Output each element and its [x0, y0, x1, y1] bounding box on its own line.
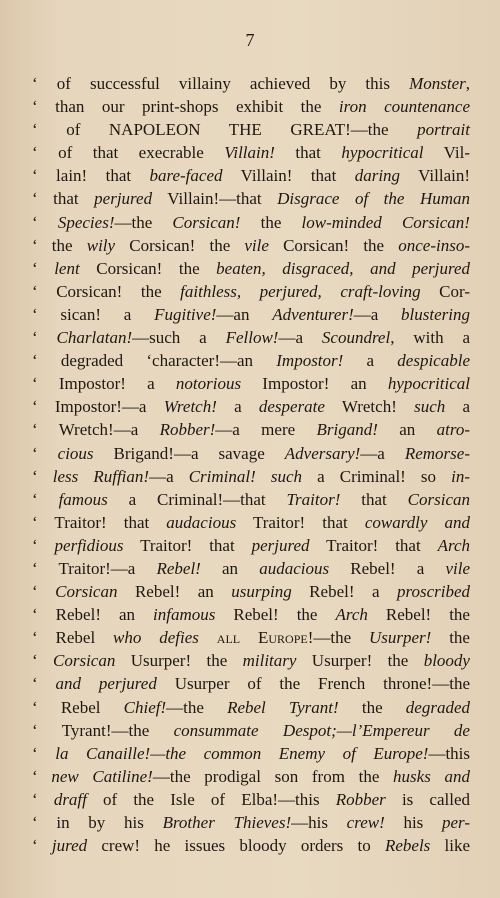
text-line: ‘ in by his Brother Thieves!—his crew! his per-	[32, 813, 470, 832]
text-line: ‘ Rebel! an infamous Rebel! the Arch Rebel! the	[32, 605, 470, 625]
text-line: ‘ of that execrable Villain! that hypocritical Vil-	[32, 143, 470, 163]
text-line: ‘ sican! a Fugitive!—an Adventurer!—a blustering	[32, 304, 470, 324]
text-line: ‘ jured crew! he issues bloody orders to Rebels like	[32, 836, 471, 856]
text-line: ‘ less Ruffian!—a Criminal! such a Criminal! so in-	[32, 466, 471, 486]
text-line: ‘ Rebel who defies all Europe!—the Usurper! the	[32, 628, 470, 648]
text-line: ‘ Charlatan!—such a Fellow!—a Scoundrel, with a	[32, 328, 470, 348]
text-line: ‘ draff of the Isle of Elba!—this Robber is called	[32, 789, 471, 809]
text-line: ‘ Traitor! that audacious Traitor! that cowardly and	[32, 512, 471, 532]
text-line: ‘ lent Corsican! the beaten, disgraced, and perjured	[32, 258, 471, 278]
text-line: ‘ than our print-shops exhibit the iron countenance	[32, 97, 470, 117]
text-line: ‘ Corsican! the faithless, perjured, craft-loving Cor-	[32, 281, 470, 301]
body-text	[32, 72, 470, 857]
text-line: ‘ of successful villainy achieved by this Monster,	[32, 74, 470, 93]
text-line: ‘ Traitor!—a Rebel! an audacious Rebel! a vile	[32, 558, 470, 578]
text-line: ‘ Impostor!—a Wretch! a desperate Wretch! such a	[32, 397, 471, 417]
text-line: ‘ degraded ‘character!—an Impostor! a despicable	[32, 351, 470, 371]
text-line: ‘ lain! that bare-faced Villain! that daring Villain!	[32, 166, 470, 186]
text-line: ‘ Tyrant!—the consummate Despot;—l’Empereur de	[32, 720, 470, 740]
text-line: ‘ Wretch!—a Robber!—a mere Brigand! an atro-	[32, 420, 470, 440]
text-line: ‘ Impostor! a notorious Impostor! an hypocritical	[32, 374, 470, 394]
text-line: ‘ famous a Criminal!—that Traitor! that Corsican	[32, 489, 470, 509]
text-line: ‘ of NAPOLEON THE GREAT!—the portrait	[32, 120, 470, 140]
text-line: ‘ Corsican Usurper! the military Usurper! the bloody	[32, 651, 470, 671]
page-number: 7	[245, 30, 255, 50]
text-line: ‘ la Canaille!—the common Enemy of Europe!—this	[32, 743, 470, 763]
text-line: ‘ that perjured Villain!—that Disgrace of the Human	[32, 189, 470, 209]
text-line: ‘ the wily Corsican! the vile Corsican! the once-inso-	[32, 235, 471, 255]
text-line: ‘ and perjured Usurper of the French throne!—the	[32, 674, 470, 694]
text-line: ‘ perfidious Traitor! that perjured Traitor! that Arch	[32, 535, 470, 555]
text-line: ‘ cious Brigand!—a savage Adversary!—a Remorse-	[32, 443, 470, 463]
text-line: ‘ new Catiline!—the prodigal son from the husks and	[32, 766, 470, 786]
text-line: ‘ Corsican Rebel! an usurping Rebel! a proscribed	[32, 582, 471, 602]
text-line: ‘ Species!—the Corsican! the low-minded Corsican!	[32, 212, 470, 232]
text-line: ‘ Rebel Chief!—the Rebel Tyrant! the degraded	[32, 697, 470, 717]
